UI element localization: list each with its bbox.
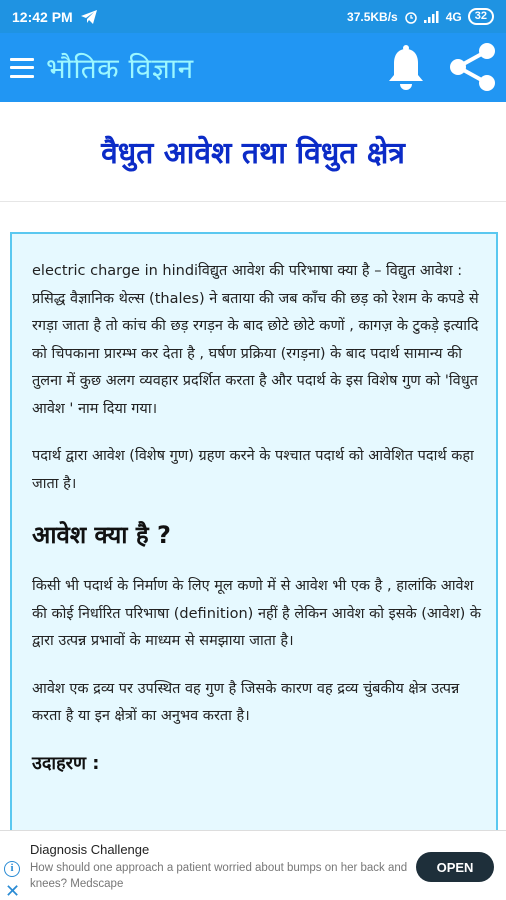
page-title: वैधुत आवेश तथा विधुत क्षेत्र [101,136,405,171]
app-bar [0,33,506,102]
ad-description: How should one approach a patient worried about bumps on her back and knees? Medscape [30,862,408,890]
bell-icon[interactable] [386,45,426,91]
close-icon[interactable]: ✕ [5,881,21,900]
paragraph-property: आवेश एक द्रव्य पर उपस्थित वह गुण है जिसके कारण वह द्रव्य चुंबकीय क्षेत्र उत्पन्न करता है या इन क्षेत्रों का अनुभव करता है। [32,680,460,724]
network-type: 4G [445,9,462,24]
menu-icon[interactable] [10,58,34,78]
page-header [0,102,506,202]
section-heading: आवेश क्या है ? [32,521,171,549]
paragraph-intro: electric charge in hindiविद्युत आवेश की परिभाषा क्या है – विद्युत आवेश : प्रसिद्ध वैज्ञानिक थेल्स (thales) ने बताया की जब काँच की छड़ को रेशम के कपडे से रगड़ा जाता है तो कांच की छड़ रगड़न के बाद छोटे छोटे कणों , कागज़ के टुकड़े इत्यादि को चिपकाना प्रारम्भ कर देता है , घर्षण प्रक्रिया (रगड़ना) के बाद पदार्थ सामान्य की तुलना में कुछ अलग व्यवहार प्रदर्शित करता है और पदार्थ के इस विशेष गुण को 'विधुत आवेश ' नाम दिया गया। [32,263,479,417]
example-heading: उदाहरण : [32,752,100,774]
status-bar [0,0,506,33]
battery-icon: 32 [468,8,494,25]
app-title: भौतिक विज्ञान [46,51,194,85]
alarm-icon [404,10,418,24]
ad-open-button[interactable]: OPEN [416,852,494,882]
network-speed: 37.5KB/s [347,9,398,24]
status-time: 12:42 PM [12,8,73,25]
share-icon[interactable] [447,41,499,93]
ad-banner[interactable] [0,830,506,900]
info-icon[interactable]: i [4,861,20,877]
paragraph-charged-matter: पदार्थ द्वारा आवेश (विशेष गुण) ग्रहण करने के पश्चात पदार्थ को आवेशित पदार्थ कहा जाता है। [32,448,474,492]
signal-icon [424,11,440,23]
telegram-icon [81,10,97,24]
article-content [10,232,498,830]
paragraph-definition: किसी भी पदार्थ के निर्माण के लिए मूल कणो में से आवेश भी एक है , हालांकि आवेश की कोई निर्धारित परिभाषा (definition) नहीं है लेकिन आवेश को इसके (आवेश) के द्वारा उत्पन्न प्रभावों के माध्यम से समझाया जाता है। [32,578,482,649]
ad-title[interactable]: Diagnosis Challenge [30,842,150,857]
